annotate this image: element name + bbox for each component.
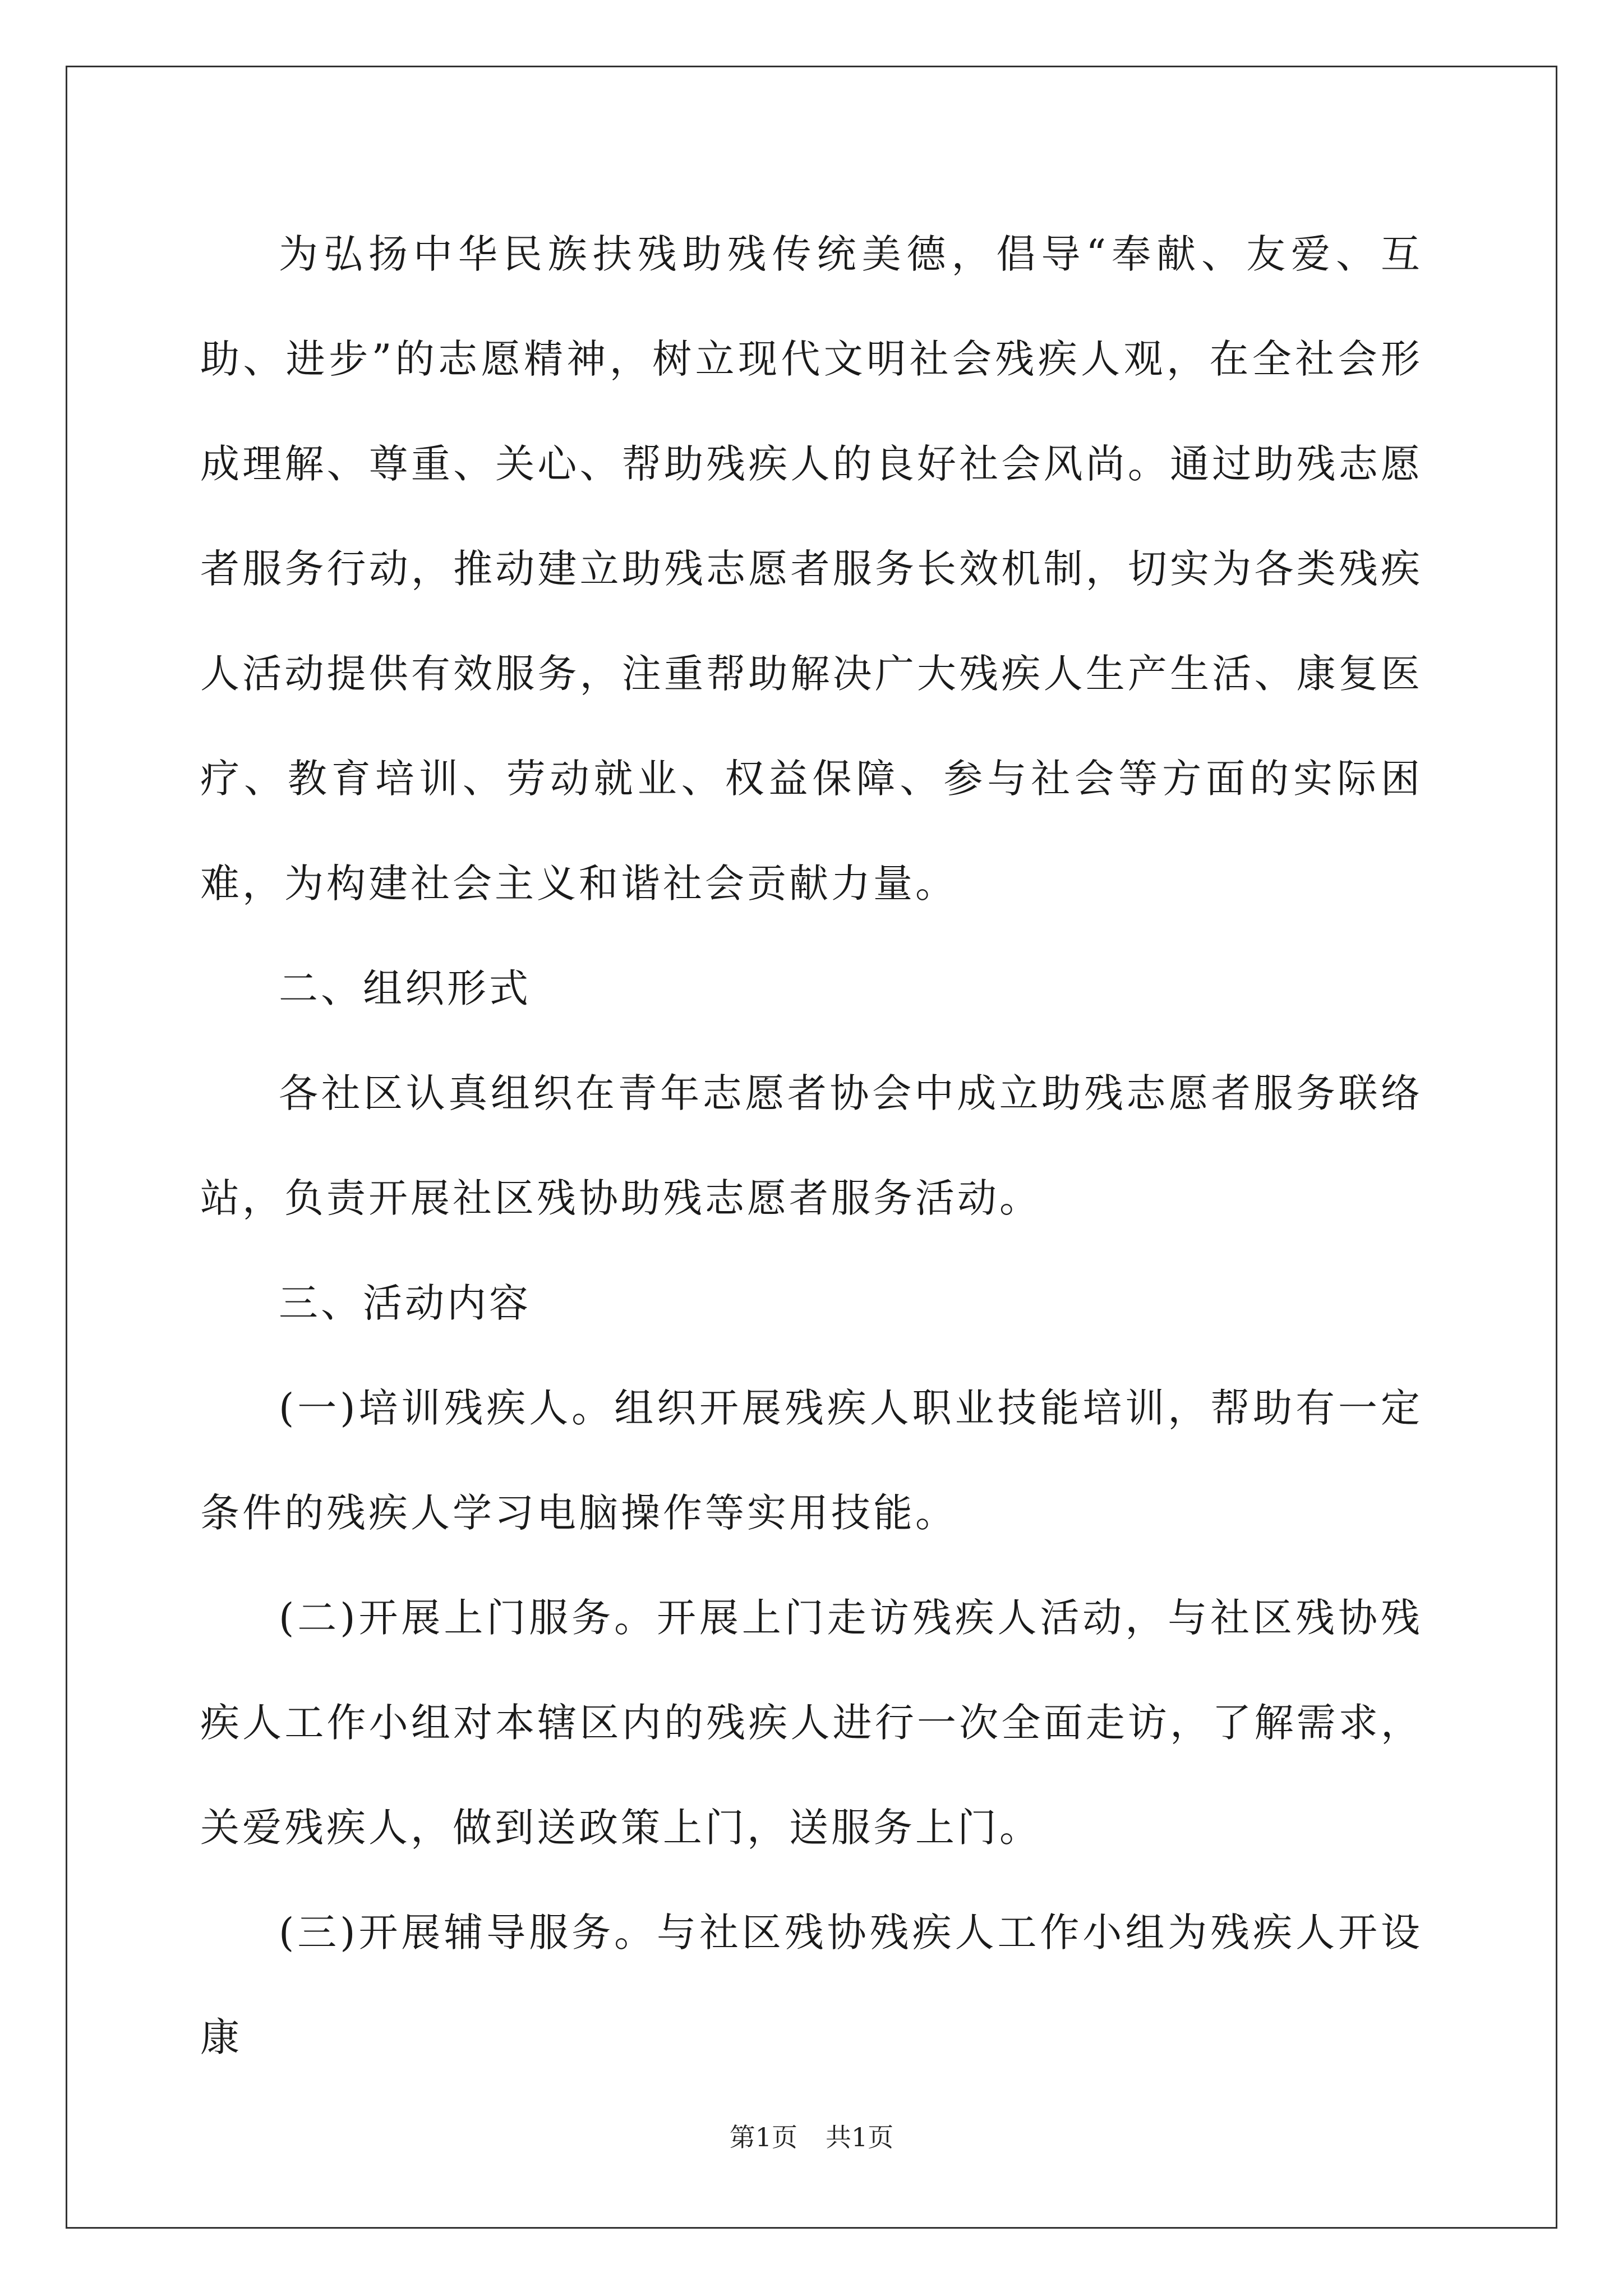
heading-activity-content: 三、活动内容 xyxy=(279,1280,531,1326)
paragraph-activity-1: (一)培训残疾人。组织开展残疾人职业技能培训，帮助有一定条件的残疾人学习电脑操作等实用技能。 xyxy=(200,1385,1423,1536)
document-body xyxy=(200,202,1423,2090)
paragraph-organization: 各社区认真组织在青年志愿者协会中成立助残志愿者服务联络站，负责开展社区残协助残志愿者服务活动。 xyxy=(200,1070,1423,1221)
heading-organization-form: 二、组织形式 xyxy=(279,965,531,1011)
paragraph-activity-2: (二)开展上门服务。开展上门走访残疾人活动，与社区残协残疾人工作小组对本辖区内的残疾人进行一次全面走访，了解需求，关爱残疾人，做到送政策上门，送服务上门。 xyxy=(200,1595,1423,1851)
page-number-total: 共1页 xyxy=(826,2122,894,2152)
paragraph-activity-3: (三)开展辅导服务。与社区残协残疾人工作小组为残疾人开设康 xyxy=(200,1910,1423,2060)
page-number-current: 第1页 xyxy=(729,2122,797,2152)
paragraph-intro: 为弘扬中华民族扶残助残传统美德，倡导“奉献、友爱、互助、进步”的志愿精神，树立现代文明社会残疾人观，在全社会形成理解、尊重、关心、帮助残疾人的良好社会风尚。通过助残志愿者服务行动，推动建立助残志愿者服务长效机制，切实为各类残疾人活动提供有效服务，注重帮助解决广大残疾人生产生活、康复医疗、教育培训、劳动就业、权益保障、参与社会等方面的实际困难，为构建社会主义和谐社会贡献力量。 xyxy=(200,231,1423,907)
page-footer xyxy=(0,2120,1623,2154)
